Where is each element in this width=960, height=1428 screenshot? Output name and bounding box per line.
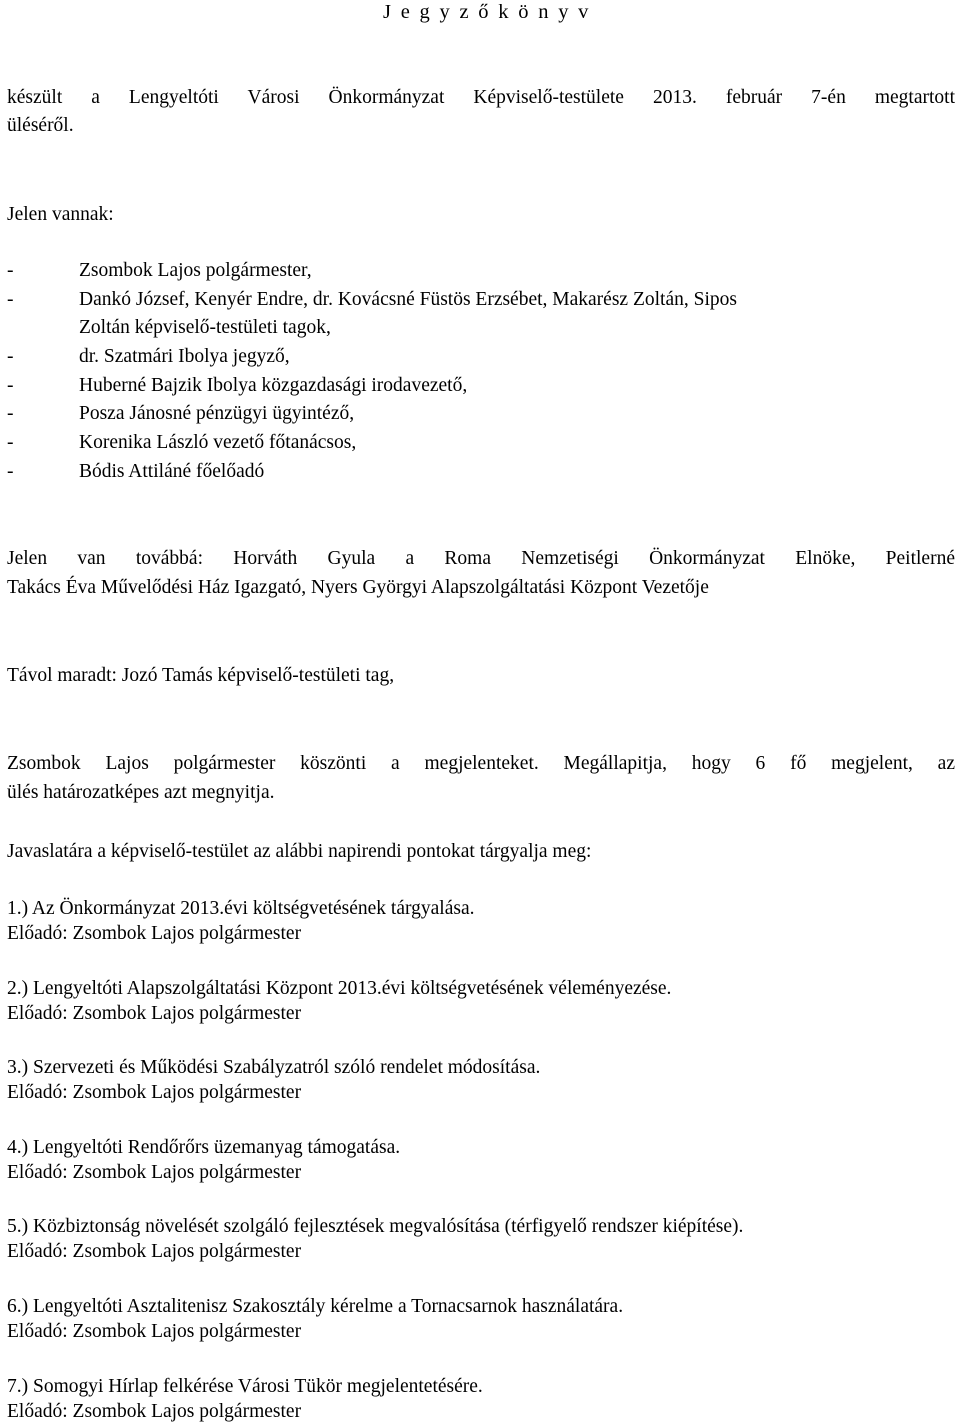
agenda-item-presenter: Előadó: Zsombok Lajos polgármester (7, 1401, 302, 1422)
agenda-item-title: 3.) Szervezeti és Működési Szabályzatról szóló rendelet módosítása. (7, 1057, 541, 1078)
present-heading: Jelen vannak: (7, 204, 114, 225)
intro-line-1: készült a Lengyeltóti Városi Önkormányzat Képviselő-testülete 2013. február 7-én megtartott (7, 87, 955, 108)
agenda-item-presenter: Előadó: Zsombok Lajos polgármester (7, 1241, 302, 1262)
agenda-item-presenter: Előadó: Zsombok Lajos polgármester (7, 1082, 302, 1103)
intro-line-2: üléséről. (7, 115, 74, 136)
list-dash: - (7, 346, 14, 367)
agenda-item-presenter: Előadó: Zsombok Lajos polgármester (7, 923, 302, 944)
list-item: Bódis Attiláné főelőadó (79, 461, 265, 482)
absent-line: Távol maradt: Jozó Tamás képviselő-testületi tag, (7, 665, 395, 686)
list-item-continuation: Zoltán képviselő-testületi tagok, (79, 317, 331, 338)
list-dash: - (7, 289, 14, 310)
agenda-item-title: 7.) Somogyi Hírlap felkérése Városi Tükör megjelentetésére. (7, 1376, 483, 1397)
agenda-item-title: 4.) Lengyeltóti Rendőrőrs üzemanyag támogatása. (7, 1137, 401, 1158)
proposal-line: Javaslatára a képviselő-testület az alábbi napirendi pontokat tárgyalja meg: (7, 841, 592, 862)
agenda-item-title: 1.) Az Önkormányzat 2013.évi költségvetésének tárgyalása. (7, 898, 475, 919)
greeting-line-1: Zsombok Lajos polgármester köszönti a megjelenteket. Megállapitja, hogy 6 fő megjelent, az (7, 753, 955, 774)
list-dash: - (7, 375, 14, 396)
list-item: Huberné Bajzik Ibolya közgazdasági irodavezető, (79, 375, 468, 396)
document-title: J e g y z ő k ö n y v (383, 1, 591, 23)
agenda-item-presenter: Előadó: Zsombok Lajos polgármester (7, 1003, 302, 1024)
agenda-item-presenter: Előadó: Zsombok Lajos polgármester (7, 1162, 302, 1183)
list-item: Posza Jánosné pénzügyi ügyintéző, (79, 403, 355, 424)
list-item: Dankó József, Kenyér Endre, dr. Kovácsné Füstös Erzsébet, Makarész Zoltán, Sipos (79, 289, 737, 310)
list-item: Korenika László vezető főtanácsos, (79, 432, 357, 453)
greeting-line-2: ülés határozatképes azt megnyitja. (7, 782, 275, 803)
list-item: Zsombok Lajos polgármester, (79, 260, 312, 281)
agenda-item-presenter: Előadó: Zsombok Lajos polgármester (7, 1321, 302, 1342)
list-dash: - (7, 260, 14, 281)
agenda-item-title: 5.) Közbiztonság növelését szolgáló fejlesztések megvalósítása (térfigyelő rendszer kiépítése). (7, 1216, 744, 1237)
list-dash: - (7, 403, 14, 424)
also-present-line-2: Takács Éva Művelődési Ház Igazgató, Nyers Györgyi Alapszolgáltatási Központ Vezetője (7, 577, 709, 598)
list-dash: - (7, 432, 14, 453)
agenda-item-title: 6.) Lengyeltóti Asztalitenisz Szakosztály kérelme a Tornacsarnok használatára. (7, 1296, 624, 1317)
list-item: dr. Szatmári Ibolya jegyző, (79, 346, 290, 367)
list-dash: - (7, 461, 14, 482)
agenda-item-title: 2.) Lengyeltóti Alapszolgáltatási Központ 2013.évi költségvetésének véleményezése. (7, 978, 672, 999)
also-present-line-1: Jelen van továbbá: Horváth Gyula a Roma Nemzetiségi Önkormányzat Elnöke, Peitlerné (7, 548, 955, 569)
